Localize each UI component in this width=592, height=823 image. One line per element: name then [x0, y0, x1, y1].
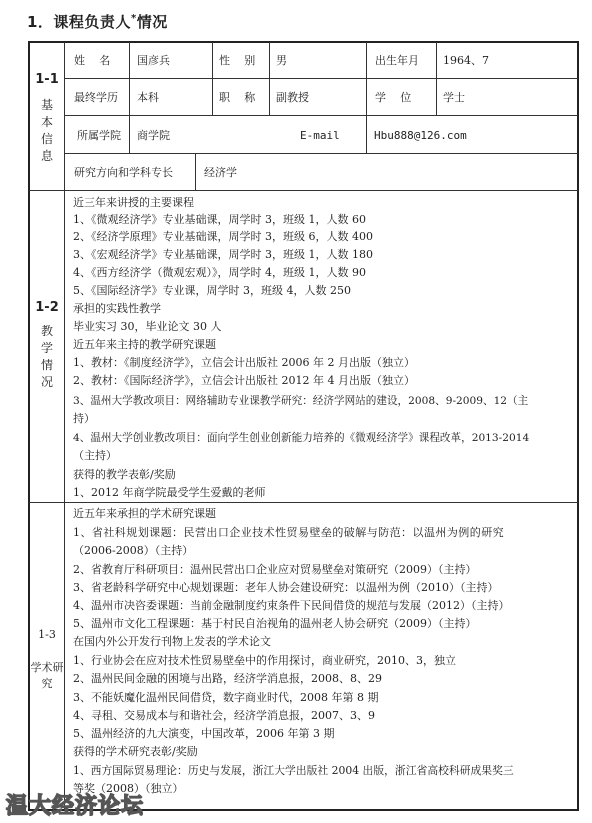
degree-value: 学士	[443, 91, 465, 104]
title-label: 职 称	[219, 91, 257, 104]
teaching-line: 获得的教学表彰/奖励	[73, 468, 176, 481]
rule-section-1-3	[29, 502, 578, 503]
rule-col-e	[436, 42, 437, 115]
name-value: 国彦兵	[137, 54, 170, 67]
teaching-line: 近五年来主持的教学研究课题	[73, 338, 216, 351]
school-label: 所属学院	[77, 129, 121, 142]
research-line: 3、不能妖魔化温州民间借贷，数字商业时代，2008 年第 8 期	[73, 691, 379, 704]
teaching-line: 2、教材：《国际经济学》，立信会计出版社 2012 年 4 月出版（独立）	[73, 374, 415, 387]
rule-basic-row3	[64, 153, 578, 154]
research-direction-value: 经济学	[204, 166, 237, 179]
rule-col-b	[212, 42, 213, 115]
watermark-logo: 温大经济论坛	[6, 794, 145, 819]
research-line: 2、温州民间金融的困境与出路，经济学消息报，2008、8、29	[73, 672, 382, 685]
teaching-line: 5、《国际经济学》专业课，周学时 3，班级 4，人数 250	[73, 284, 351, 297]
research-line: 5、温州经济的九大演变，中国改革，2006 年第 3 期	[73, 727, 335, 740]
teaching-line: 1、教材：《制度经济学》，立信会计出版社 2006 年 2 月出版（独立）	[73, 356, 415, 369]
teaching-line: 持）	[73, 412, 95, 425]
research-line: 获得的学术研究表彰/奖励	[73, 745, 198, 758]
teaching-line: 近三年来讲授的主要课程	[73, 196, 194, 209]
birth-label: 出生年月	[375, 54, 419, 67]
education-value: 本科	[137, 91, 159, 104]
research-line: 1、西方国际贸易理论：历史与发展，浙江大学出版社 2004 出版，浙江省高校科研成果奖三	[73, 764, 514, 777]
section-name-teaching: 教学情况	[40, 324, 53, 389]
research-line: 2、省教育厅科研项目：温州民营出口企业应对贸易壁垒对策研究（2009）（主持）	[73, 563, 477, 576]
rule-basic-row1	[64, 78, 578, 79]
rule-col-c	[269, 42, 270, 115]
email-value: Hbu888@126.com	[374, 129, 467, 142]
rule-basic-row2	[64, 115, 578, 116]
rule-col-a	[129, 42, 130, 115]
education-label: 最终学历	[74, 91, 118, 104]
teaching-line: 4、温州大学创业教改项目：面向学生创业创新能力培养的《微观经济学》课程改革，2013-2014	[73, 432, 530, 444]
research-line: 1、省社科规划课题：民营出口企业技术性贸易壁垒的破解与防范：以温州为例的研究	[73, 526, 505, 539]
degree-label: 学 位	[375, 91, 413, 104]
research-line: 1、行业协会在应对技术性贸易壁垒中的作用探讨，商业研究，2010、3，独立	[73, 654, 456, 667]
research-line: （2006-2008）（主持）	[73, 544, 194, 557]
teaching-line: 毕业实习 30，毕业论文 30 人	[73, 320, 222, 333]
rule-section-1-2	[29, 190, 578, 191]
teaching-line: 1、《微观经济学》专业基础课，周学时 3，班级 1，人数 60	[73, 213, 366, 226]
research-line: 4、温州市决咨委课题：当前金融制度约束条件下民间借贷的规范与发展（2012）（主持）	[73, 599, 510, 612]
teaching-line: 4、《西方经济学（微观宏观）》，周学时 4，班级 1，人数 90	[73, 266, 366, 279]
gender-label: 性 别	[219, 54, 257, 67]
teaching-line: 3、《宏观经济学》专业基础课，周学时 3，班级 1，人数 180	[73, 248, 373, 261]
school-value: 商学院	[137, 129, 170, 142]
gender-value: 男	[276, 54, 287, 67]
research-line: 3、省老龄科学研究中心规划课题：老年人协会建设研究：以温州为例（2010）（主持）	[73, 581, 499, 594]
teaching-line: 1、2012 年商学院最受学生爱戴的老师	[73, 486, 266, 499]
section-name-basic: 基本信息	[40, 98, 53, 163]
email-label: E-mail	[300, 129, 340, 142]
teaching-line: （主持）	[73, 449, 117, 462]
research-line: 5、温州市文化工程课题：基于村民自治视角的温州老人协会研究（2009）（主持）	[73, 617, 477, 630]
research-line: 4、寻租、交易成本与和谐社会，经济学消息报，2007、3、9	[73, 709, 375, 722]
birth-value: 1964、7	[443, 54, 489, 67]
research-line: 等奖（2008）（独立）	[73, 782, 184, 795]
rule-school-b	[366, 115, 367, 153]
teaching-line: 承担的实践性教学	[73, 302, 161, 315]
title-value: 副教授	[276, 91, 309, 104]
research-line: 在国内外公开发行刊物上发表的学术论文	[73, 635, 271, 648]
rule-research-a	[195, 153, 196, 190]
teaching-line: 2、《经济学原理》专业基础课，周学时 3，班级 6，人数 400	[73, 230, 373, 243]
research-direction-label: 研究方向和学科专长	[74, 166, 173, 179]
research-line: 近五年来承担的学术研究课题	[73, 507, 216, 520]
section-number-basic: 1-1	[35, 72, 59, 87]
name-label: 姓 名	[74, 54, 112, 67]
section-number-teaching: 1-2	[35, 300, 59, 315]
rule-col-d	[366, 42, 367, 115]
section-name-research: 学术研究	[30, 661, 64, 690]
teaching-line: 3、温州大学教改项目：网络辅助专业课教学研究：经济学网站的建设，2008、9-2009、12（主	[73, 395, 529, 407]
rule-section-column	[64, 42, 65, 810]
section-number-research: 1-3	[38, 628, 56, 641]
section-heading: 1．课程负责人*情况	[27, 13, 168, 31]
rule-school-a	[129, 115, 130, 153]
